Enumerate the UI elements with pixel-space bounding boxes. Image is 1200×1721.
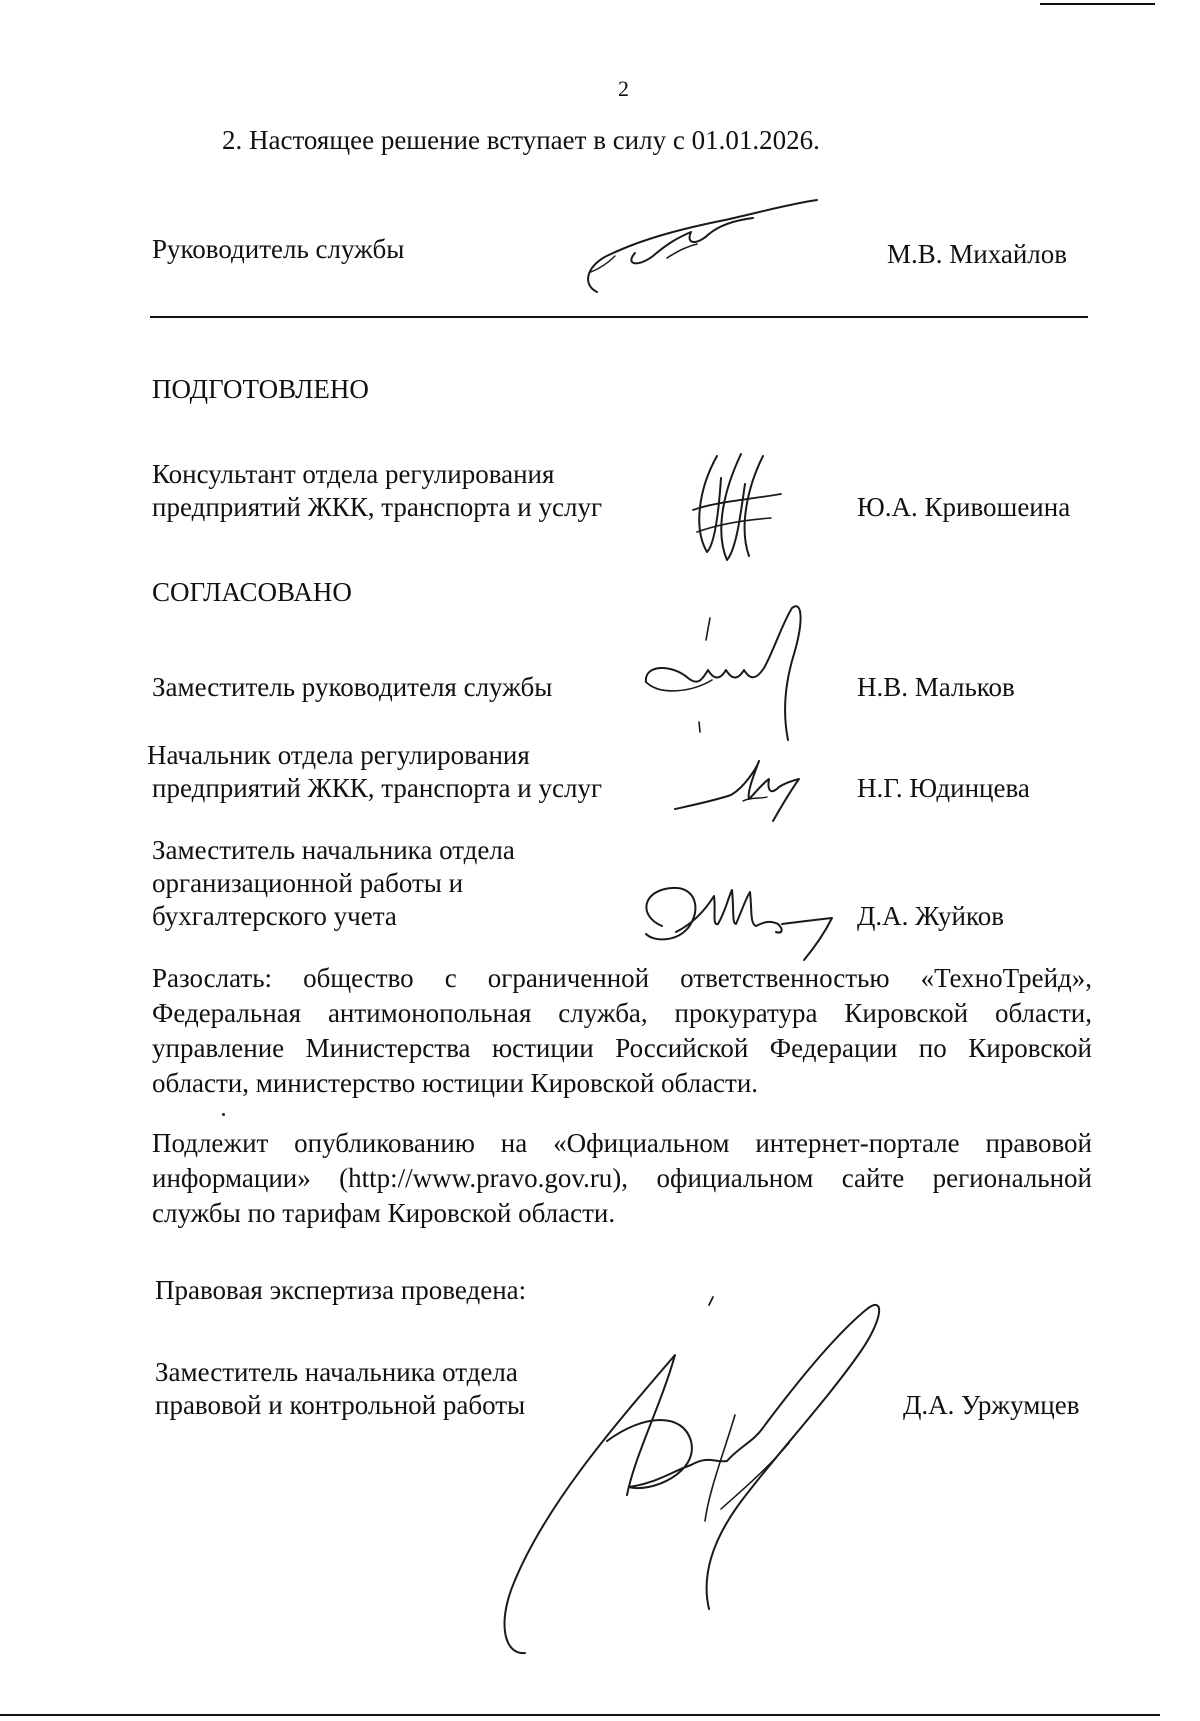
legal-review-position-line1: Заместитель начальника отдела (155, 1357, 518, 1387)
scan-edge-line-top (1040, 3, 1155, 5)
approver-3-position-line2: организационной работы и (152, 868, 464, 898)
approver-1-signature (642, 600, 842, 750)
head-signature (575, 198, 835, 308)
legal-review-position-line2: правовой и контрольной работы (155, 1390, 526, 1420)
publication-paragraph: Подлежит опубликованию на «Официальном интернет-портале правовой информации» (http://www.pravo.gov.ru), официальном сайте региональной службы по тарифам Кировской области. (152, 1128, 1092, 1228)
approver-2-position-line1: Начальник отдела регулирования (147, 740, 530, 770)
prepared-signature (685, 448, 795, 568)
approver-1-position: Заместитель руководителя службы (152, 672, 553, 702)
approver-3-name: Д.А. Жуйков (857, 901, 1004, 931)
approver-3-signature (632, 876, 842, 966)
distribution-paragraph: Разослать: общество с ограниченной ответственностью «ТехноТрейд», Федеральная антимонопольная служба, прокуратура Кировской области, управление Министерства юстиции Российской Федерации по Кировской области, министерство юстиции Кировской области. (152, 963, 1092, 1098)
legal-review-signature (495, 1295, 935, 1655)
decision-clause: 2. Настоящее решение вступает в силу с 01.01.2026. (222, 125, 820, 155)
prepared-position-line2: предприятий ЖКК, транспорта и услуг (152, 492, 603, 522)
scan-edge-line-bottom (0, 1714, 1160, 1716)
head-name: М.В. Михайлов (887, 239, 1068, 269)
legal-review-name: Д.А. Уржумцев (903, 1390, 1080, 1420)
prepared-heading: ПОДГОТОВЛЕНО (152, 374, 369, 404)
approver-3-position-line1: Заместитель начальника отдела (152, 835, 515, 865)
page-number: 2 (618, 76, 629, 101)
approver-2-position-line2: предприятий ЖКК, транспорта и услуг (152, 773, 603, 803)
approved-heading: СОГЛАСОВАНО (152, 577, 352, 607)
prepared-name: Ю.А. Кривошеина (857, 492, 1071, 522)
approver-2-signature (673, 757, 813, 837)
approver-2-name: Н.Г. Юдинцева (857, 773, 1030, 803)
head-divider-line (150, 316, 1088, 318)
scan-speck (222, 1113, 225, 1116)
approver-1-name: Н.В. Мальков (857, 672, 1015, 702)
legal-review-heading: Правовая экспертиза проведена: (155, 1275, 527, 1305)
approver-3-position-line3: бухгалтерского учета (152, 901, 397, 931)
head-position: Руководитель службы (152, 234, 405, 264)
prepared-position-line1: Консультант отдела регулирования (152, 459, 555, 489)
